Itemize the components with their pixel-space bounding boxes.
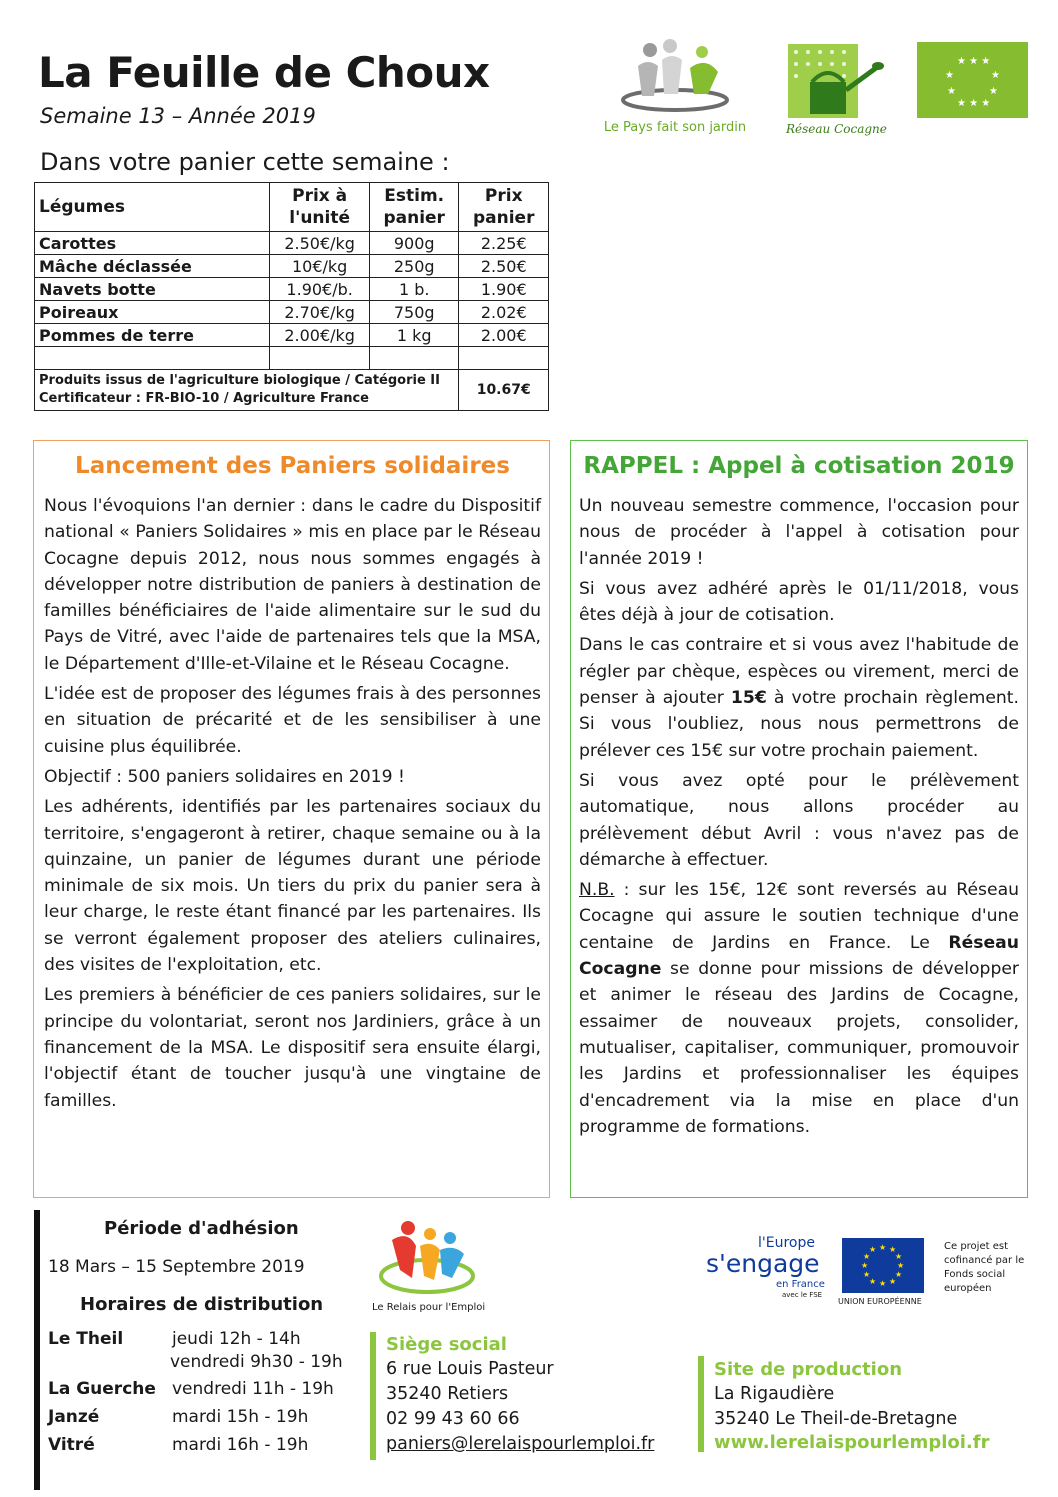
veg-price: 2.25€ [459,232,549,255]
veg-price: 1.90€ [459,278,549,301]
site-title: Site de production [714,1359,903,1380]
veg-price [459,347,549,370]
veg-unit-price: 2.50€/kg [270,232,370,255]
cotisation-amount: 15€ [730,688,767,709]
paniers-solidaires-box [33,440,550,1198]
schedule-hours: jeudi 12h - 14h [172,1329,301,1349]
svg-text:★: ★ [861,1261,869,1270]
eu-caption: UNION EUROPÉENNE [838,1297,922,1306]
page-title: La Feuille de Choux [38,48,490,97]
europe-text: s'engage [706,1249,820,1278]
col-header-prix-unite: Prix à l'unité [270,183,370,232]
watering-can-icon [786,42,886,122]
svg-text:★ ★ ★: ★ ★ ★ [957,56,991,67]
schedule-place: La Guerche [48,1379,156,1399]
cocagne-logo-caption: Réseau Cocagne [786,122,887,136]
certification-line-1: Produits issus de l'agriculture biologique / Catégorie II [39,373,440,388]
veg-name: Poireaux [35,301,270,324]
table-footer-row [35,370,549,411]
veg-unit-price: 2.00€/kg [270,324,370,347]
svg-text:★: ★ [869,1245,877,1254]
paniers-paragraph: Objectif : 500 paniers solidaires en 2019 ! [44,766,405,787]
eu-organic-logo [917,42,1028,118]
basket-heading: Dans votre panier cette semaine : [40,148,450,176]
veg-name: Mâche déclassée [35,255,270,278]
veg-name: Carottes [35,232,270,255]
paniers-paragraph: L'idée est de proposer des légumes frais à des personnes en situation de précarité et de les sensibiliser à une cuisine plus équilibrée. [44,684,541,757]
organic-leaf-icon [917,42,1028,118]
veg-name: Navets botte [35,278,270,301]
europe-text: en France [776,1279,825,1290]
eu-stars-icon [842,1238,924,1293]
horaires-title: Horaires de distribution [80,1294,324,1315]
schedule-divider [34,1210,40,1490]
cotisation-text: : sur les 15€, 12€ sont reversés au Réseau Cocagne qui assure le soutien technique d'une centaine de Jardins en France. Le [579,880,1019,953]
svg-text:★: ★ [869,1277,877,1286]
table-header-row [35,183,549,232]
veg-unit-price: 10€/kg [270,255,370,278]
siege-email-link[interactable]: paniers@lerelaispourlemploi.fr [386,1434,655,1454]
paniers-paragraph: Nous l'évoquions l'an dernier : dans le cadre du Dispositif national « Paniers Solidaires » mis en place par le Réseau Cocagne depuis 2012, nous nous sommes engagés à développer notre distribution de paniers à destination de familles bénéficiaires de l'aide alimentaire sur le sud du Pays de Vitré, avec l'aide de partenaires tels que la MSA, le Département d'Ille-et-Vilaine et le Réseau Cocagne. [44,496,541,674]
pays-fait-son-jardin-logo [590,38,760,138]
table-row [35,255,549,278]
schedule-place: Janzé [48,1407,100,1427]
table-row [35,278,549,301]
nb-label: N.B. [579,880,615,901]
veg-price: 2.02€ [459,301,549,324]
table-row [35,301,549,324]
veg-quantity: 250g [369,255,459,278]
pays-logo-caption: Le Pays fait son jardin [603,120,747,135]
paniers-paragraph: Les adhérents, identifiés par les partenaires sociaux du territoire, s'engageront à retirer, chaque semaine ou à la quinzaine, un panier de légumes durant une période minimale de six mois. Un tiers du prix du panier sera à leur charge, le reste étant financé par les partenaires. Ils se verront également proposer des ateliers culinaires, des visites de l'exploitation, etc. [44,797,541,976]
europe-text: avec le FSE [782,1291,823,1299]
svg-text:★: ★ [947,86,956,97]
svg-text:★ ★ ★: ★ ★ ★ [957,98,991,109]
cotisation-text: Dans le cas contraire et si vous avez l'habitude de régler par chèque, espèces ou virement, merci de penser à ajouter [579,635,1019,709]
svg-text:★: ★ [889,1277,897,1286]
paniers-solidaires-title: Lancement des Paniers solidaires [75,453,510,479]
site-address-line: La Rigaudière [714,1384,835,1404]
page-subtitle: Semaine 13 – Année 2019 [40,104,316,128]
eu-flag-icon [842,1238,924,1293]
schedule-hours: mardi 16h - 19h [172,1435,309,1455]
veg-quantity: 1 b. [369,278,459,301]
veg-name: Pommes de terre [35,324,270,347]
siege-divider [370,1332,376,1460]
siege-address-line: 6 rue Louis Pasteur [386,1359,554,1379]
cotisation-paragraph: Un nouveau semestre commence, l'occasion pour nous de procéder à l'appel à cotisation pour l'année 2019 ! [579,496,1019,569]
veg-quantity: 900g [369,232,459,255]
svg-text:★: ★ [895,1270,903,1279]
veg-unit-price: 1.90€/b. [270,278,370,301]
site-divider [698,1356,704,1452]
basket-total: 10.67€ [459,370,549,411]
reseau-cocagne-bold: Réseau Cocagne [579,932,1019,980]
fse-cofinance-text: Ce projet est cofinancé par le Fonds social européen [944,1241,1025,1294]
people-circle-icon [372,1218,482,1302]
svg-text:★: ★ [863,1252,871,1261]
website-link[interactable]: www.lerelaispourlemploi.fr [714,1432,990,1453]
adhesion-title: Période d'adhésion [104,1218,299,1239]
reseau-cocagne-logo [786,42,886,142]
basket-table [34,182,549,411]
veg-name [35,347,270,370]
veg-price: 2.00€ [459,324,549,347]
veg-quantity: 750g [369,301,459,324]
relais-logo-caption: Le Relais pour l'Emploi [372,1302,486,1313]
veg-unit-price: 2.70€/kg [270,301,370,324]
veg-quantity [369,347,459,370]
europe-s-engage-logo [706,1235,826,1305]
cotisation-paragraph: Si vous avez adhéré après le 01/11/2018, vous êtes déjà à jour de cotisation. [579,578,1019,626]
schedule-hours: vendredi 9h30 - 19h [170,1352,343,1372]
cotisation-title: RAPPEL : Appel à cotisation 2019 [583,453,1015,479]
veg-unit-price [270,347,370,370]
col-header-estim-panier: Estim. panier [369,183,459,232]
svg-text:★: ★ [989,86,998,97]
svg-text:★: ★ [889,1245,897,1254]
cotisation-text: à votre prochain règlement. Si vous l'oubliez, nous nous permettrons de prélever ces 15€ sur votre prochain paiement. [579,688,1020,761]
svg-text:★: ★ [879,1243,887,1252]
schedule-place: Vitré [48,1435,95,1455]
schedule-hours: vendredi 11h - 19h [172,1379,334,1399]
cotisation-box [570,440,1028,1198]
schedule-place: Le Theil [48,1329,124,1349]
cotisation-paragraph [579,877,1019,1140]
col-header-legumes: Légumes [35,183,270,232]
people-icon [590,38,760,118]
table-row-empty [35,347,549,370]
svg-text:★: ★ [863,1270,871,1279]
schedule-hours: mardi 15h - 19h [172,1407,309,1427]
table-row [35,232,549,255]
cotisation-paragraph: Si vous avez opté pour le prélèvement automatique, nous allons procéder au prélèvement début Avril : vous n'avez pas de démarche à effectuer. [579,770,1019,870]
table-row [35,324,549,347]
svg-text:★: ★ [991,70,1000,81]
svg-text:★: ★ [945,70,954,81]
relais-pour-emploi-logo [372,1218,486,1318]
certification-line-2: Certificateur : FR-BIO-10 / Agriculture France [39,391,369,406]
svg-text:★: ★ [895,1252,903,1261]
paniers-paragraph: Les premiers à bénéficier de ces paniers solidaires, sur le principe du volontariat, seront nos Jardiniers, grâce à un financement de la MSA. Le dispositif sera ensuite élargi, l'objectif étant de toucher jusqu'à une vingtaine de familles. [44,985,541,1111]
svg-text:★: ★ [879,1279,887,1288]
cotisation-paragraph [579,632,1019,763]
site-address-line: 35240 Le Theil-de-Bretagne [714,1409,958,1429]
col-header-prix-panier: Prix panier [459,183,549,232]
adhesion-dates: 18 Mars – 15 Septembre 2019 [48,1257,305,1277]
svg-text:★: ★ [897,1261,905,1270]
siege-address-line: 35240 Retiers [386,1384,509,1404]
siege-phone: 02 99 43 60 66 [386,1409,520,1429]
cotisation-text: se donne pour missions de développer et animer le réseau des Jardins de Cocagne, essaimer de nouveaux projets, consolider, mutualiser, capitaliser, communiquer, promouvoir les Jardins et professionnaliser les équipes d'encadrement via la mise en place d'un programme de formations. [579,959,1019,1137]
certification-note [35,370,459,411]
europe-text: l'Europe [758,1235,815,1251]
veg-price: 2.50€ [459,255,549,278]
siege-title: Siège social [386,1334,507,1355]
veg-quantity: 1 kg [369,324,459,347]
